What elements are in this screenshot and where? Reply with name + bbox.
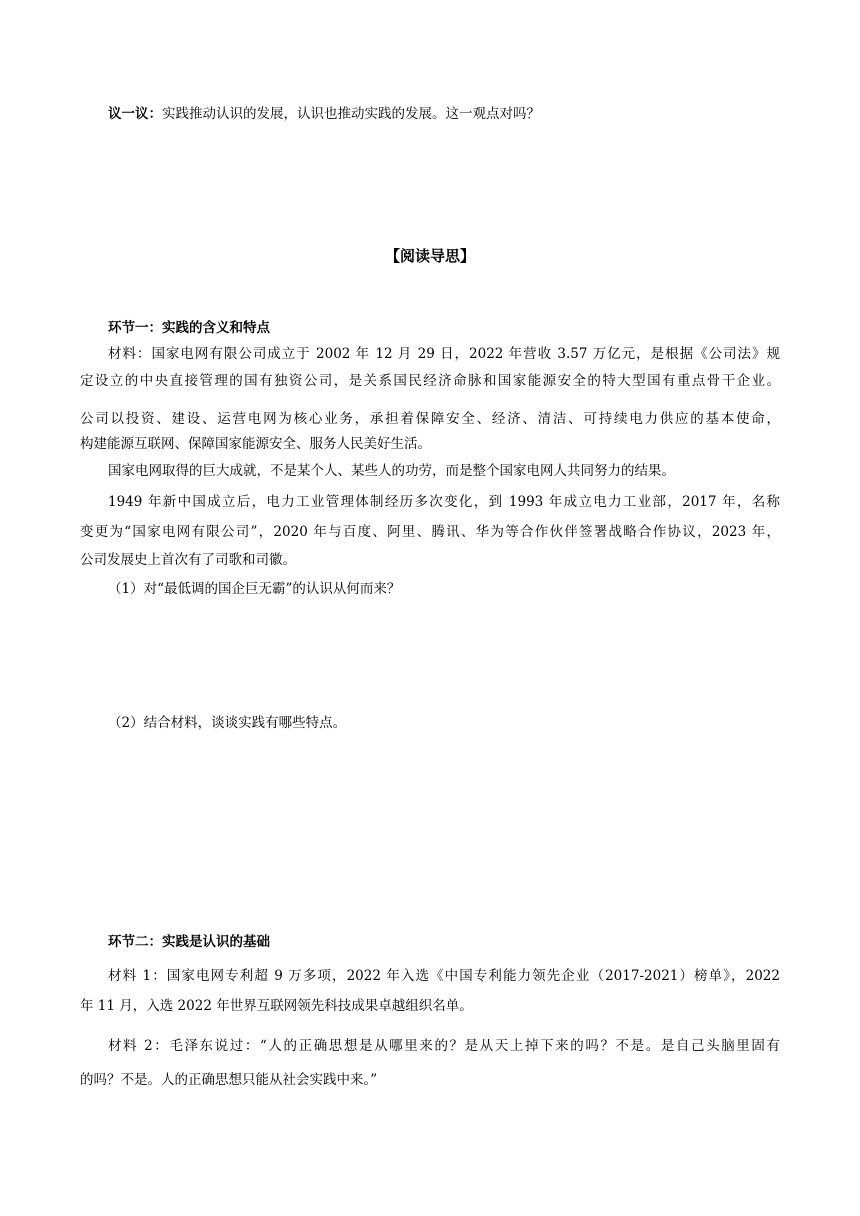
discuss-label: 议一议： <box>108 106 162 122</box>
part2-title: 环节二：实践是认识的基础 <box>108 934 270 950</box>
discuss-text: 实践推动认识的发展，认识也推动实践的发展。这一观点对吗？ <box>162 106 540 122</box>
part1-question-1: （1）对“最低调的国企巨无霸”的认识从何而来？ <box>108 581 401 597</box>
part1-material-line: 公司以投资、建设、运营电网为核心业务，承担着保障安全、经济、清洁、可持续电力供应的基本使命， <box>80 411 780 427</box>
section-title: 【阅读导思】 <box>384 247 475 265</box>
part1-material-line: 材料：国家电网有限公司成立于 2002 年 12 月 29 日，2022 年营收 3.57 万亿元，是根据《公司法》规 <box>108 346 780 362</box>
part1-para3-line: 1949 年新中国成立后，电力工业管理体制经历多次变化，到 1993 年成立电力工业部，2017 年，名称 <box>108 494 780 510</box>
part2-material2-line: 的吗？不是。人的正确思想只能从社会实践中来。” <box>80 1072 378 1088</box>
part2-material1-line: 材料 1：国家电网专利超 9 万多项，2022 年入选《中国专利能力领先企业（2017-2021）榜单》，2022 <box>108 968 780 984</box>
part1-question-2: （2）结合材料，谈谈实践有哪些特点。 <box>108 715 347 731</box>
part1-material-line: 构建能源互联网、保障国家能源安全、服务人民美好生活。 <box>80 436 431 452</box>
part2-material2-line: 材料 2：毛泽东说过：“人的正确思想是从哪里来的？是从天上掉下来的吗？不是。是自己头脑里固有 <box>108 1038 780 1054</box>
part1-paragraph-2: 国家电网取得的巨大成就，不是某个人、某些人的功劳，而是整个国家电网人共同努力的结果。 <box>108 463 675 479</box>
discuss-question <box>108 104 780 124</box>
part2-material1-line: 年 11 月，入选 2022 年世界互联网领先科技成果卓越组织名单。 <box>80 998 473 1014</box>
part1-para3-line: 变更为“国家电网有限公司”，2020 年与百度、阿里、腾讯、华为等合作伙伴签署战略合作协议，2023 年， <box>80 524 780 540</box>
part1-para3-line: 公司发展史上首次有了司歌和司徽。 <box>80 552 296 568</box>
part1-title: 环节一：实践的含义和特点 <box>108 320 270 336</box>
part1-material-line: 定设立的中央直接管理的国有独资公司，是关系国民经济命脉和国家能源安全的特大型国有重点骨干企业。 <box>80 373 780 389</box>
